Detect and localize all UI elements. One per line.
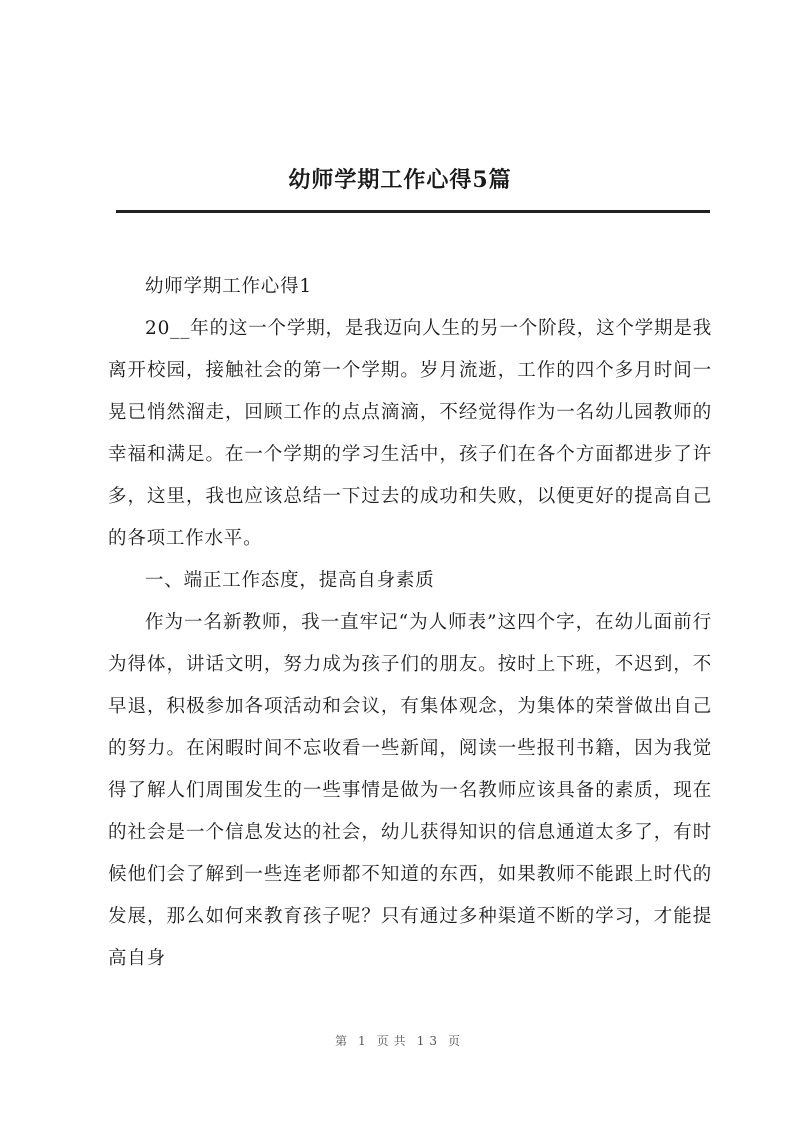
body-paragraph: 作为一名新教师，我一直牢记“为人师表”这四个字，在幼儿面前行为得体，讲话文明，努力成为孩子们的朋友。按时上下班，不迟到，不早退，积极参加各项活动和会议，有集体观念，为集体的荣誉做出自己的努力。在闲暇时间不忘收看一些新闻，阅读一些报刊书籍，因为我觉得了解人们周围发生的一些事情是做为一名教师应该具备的素质，现在的社会是一个信息发达的社会，幼儿获得知识的信息通道太多了，有时候他们会了解到一些连老师都不知道的东西，如果教师不能跟上时代的发展，那么如何来教育孩子呢？只有通过多种渠道不断的学习，才能提高自身 — [108, 612, 712, 969]
total-pages: 13 — [416, 1034, 442, 1048]
page-label-prefix: 第 — [335, 1034, 353, 1048]
page-number: 1 — [358, 1034, 371, 1048]
page-label-suffix: 页 — [447, 1034, 465, 1048]
page-footer — [0, 1032, 800, 1049]
body-paragraph: 20__年的这一个学期，是我迈向人生的另一个阶段，这个学期是我离开校园，接触社会的第一个学期。岁月流逝，工作的四个多月时间一晃已悄然溜走，回顾工作的点点滴滴，不经觉得作为一名幼儿园教师的幸福和满足。在一个学期的学习生活中，孩子们在各个方面都进步了许多，这里，我也应该总结一下过去的成功和失败，以便更好的提高自己的各项工作水平。 — [108, 318, 712, 549]
title-underline — [116, 210, 710, 213]
page-label-mid: 页共 — [376, 1034, 411, 1048]
section-heading: 幼师学期工作心得1 — [145, 276, 312, 297]
document-body — [108, 266, 712, 980]
document-title: 幼师学期工作心得5篇 — [288, 167, 512, 193]
subsection-heading: 一、端正工作态度，提高自身素质 — [145, 570, 435, 591]
